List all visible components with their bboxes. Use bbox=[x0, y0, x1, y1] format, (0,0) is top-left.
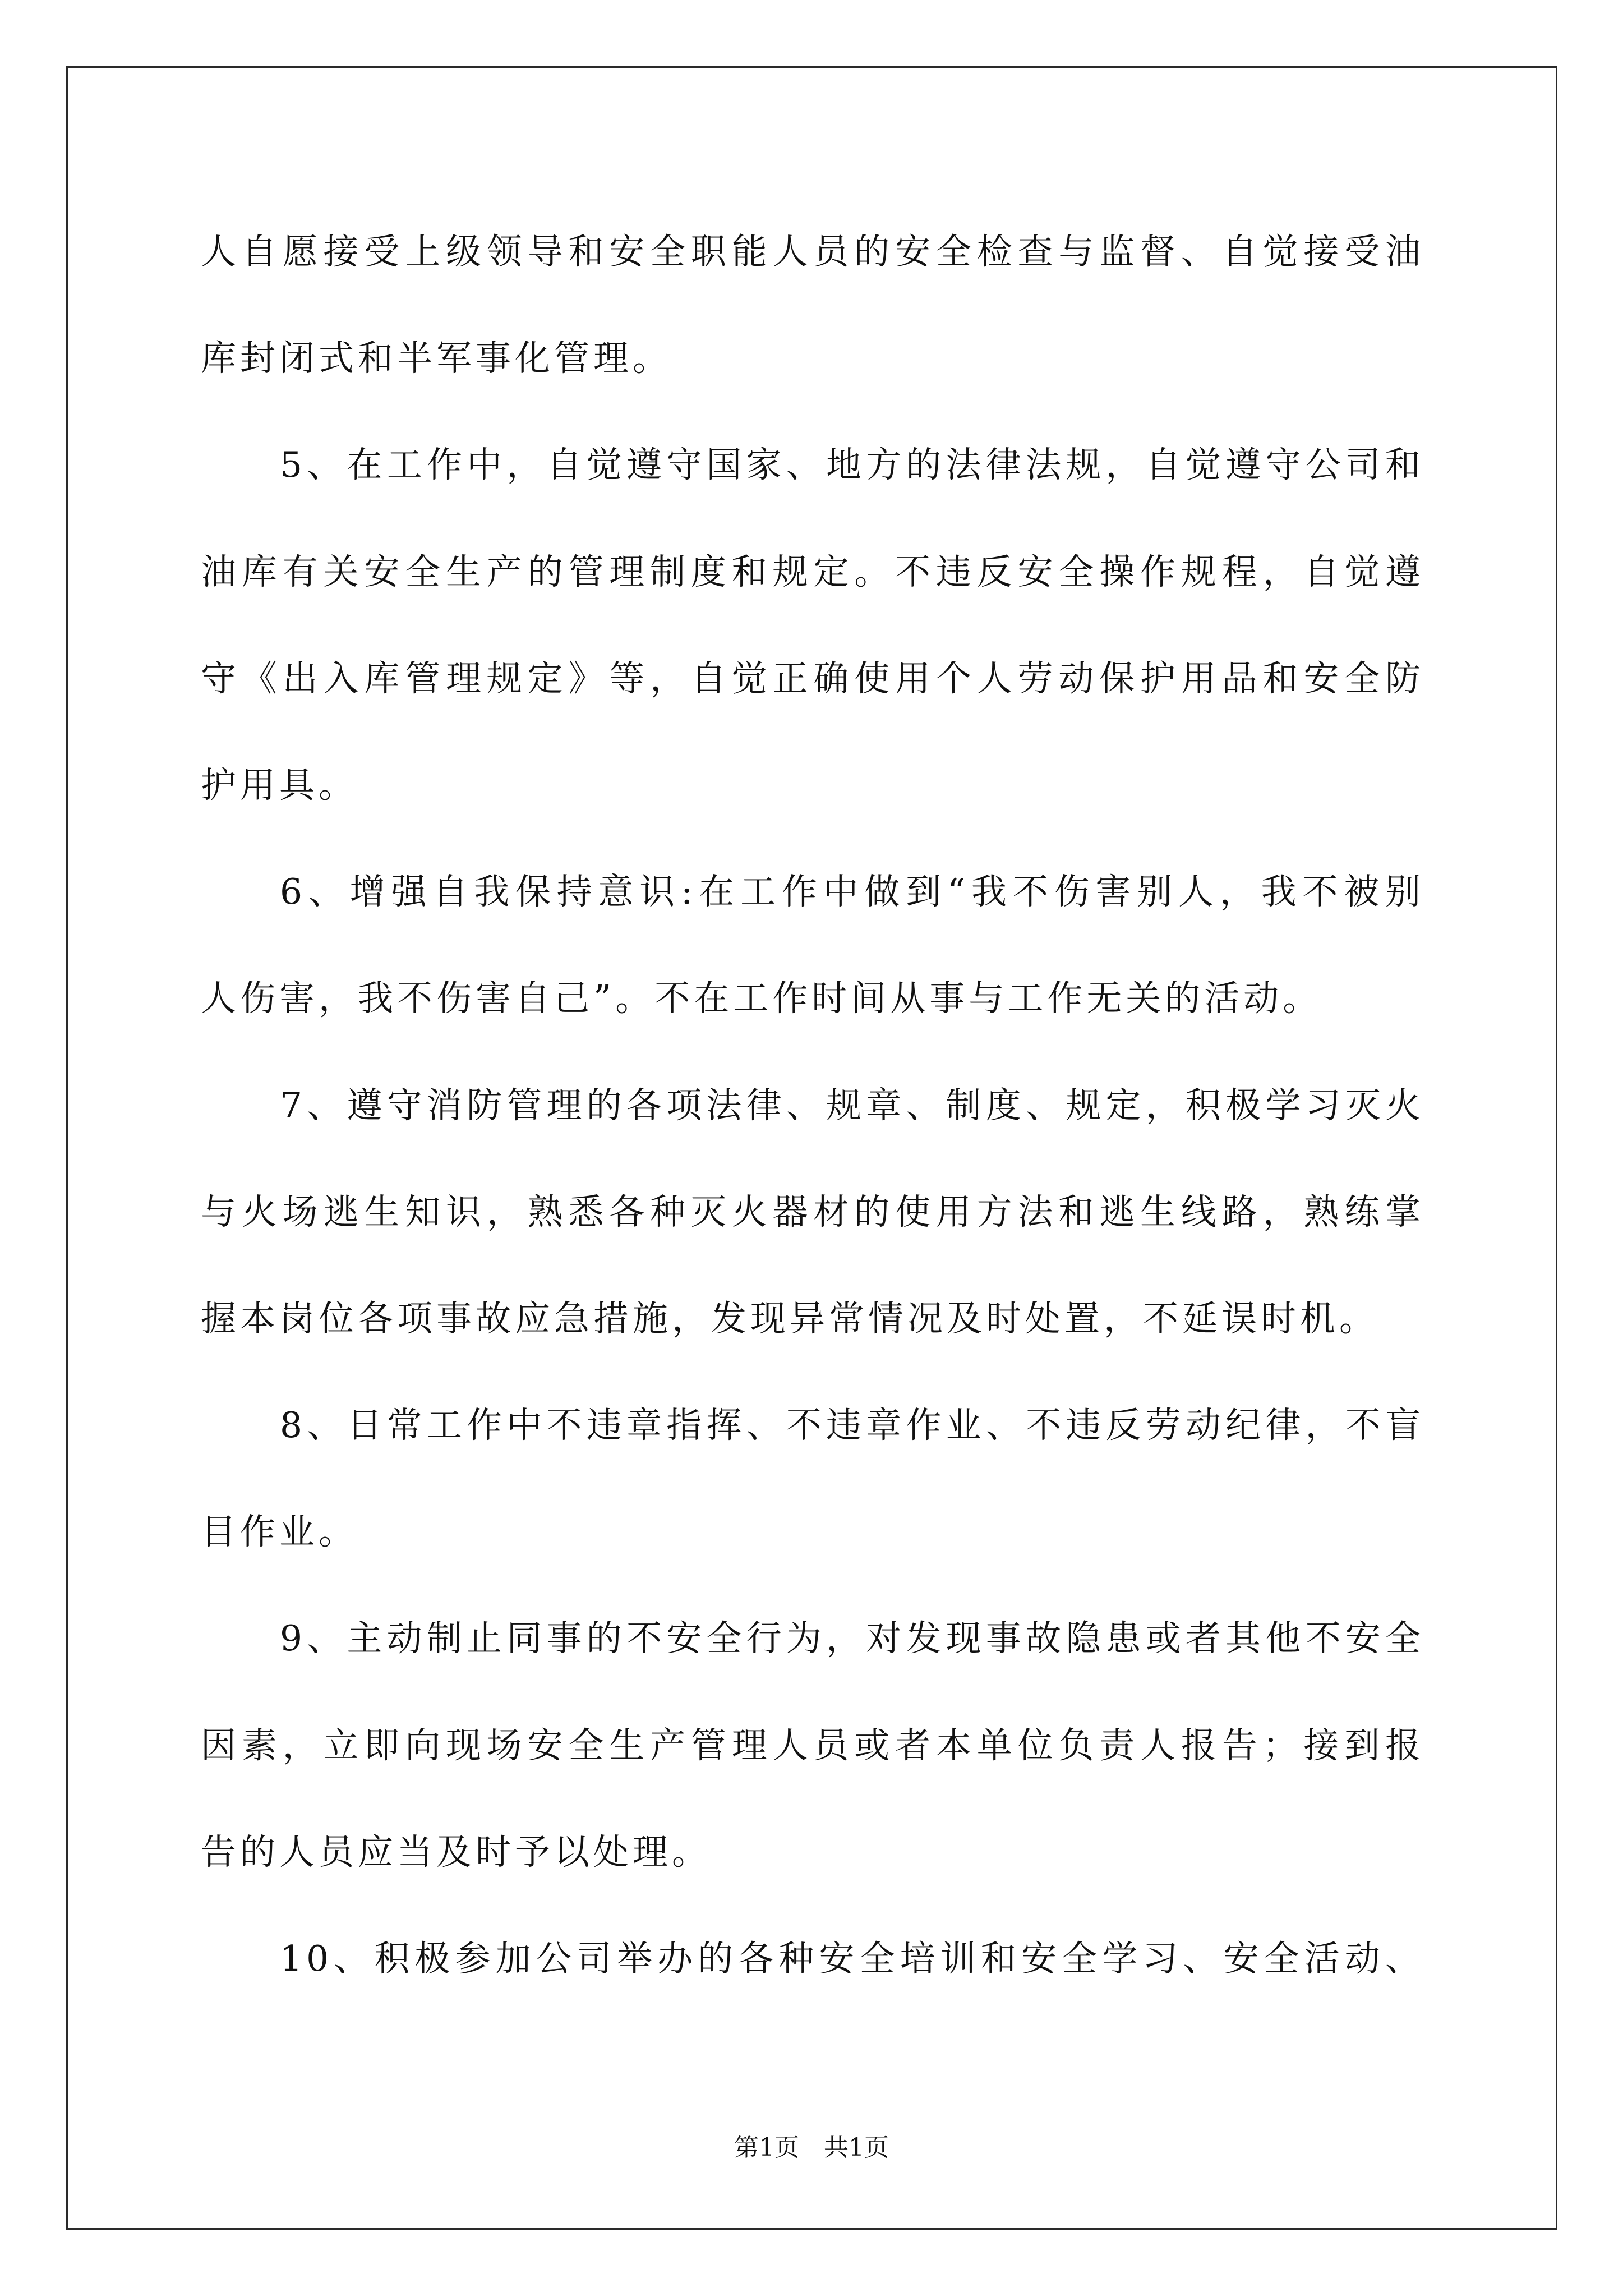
document-body bbox=[201, 199, 1424, 2012]
text-line: 9、主动制止同事的不安全行为，对发现事故隐患或者其他不安全 bbox=[280, 1618, 1424, 1659]
text-line: 握本岗位各项事故应急措施，发现异常情况及时处置，不延误时机。 bbox=[201, 1297, 1378, 1339]
text-line: 7、遵守消防管理的各项法律、规章、制度、规定，积极学习灭火 bbox=[280, 1084, 1424, 1126]
page-footer: 第1页 共1页 bbox=[734, 2133, 889, 2162]
text-line: 因素，立即向现场安全生产管理人员或者本单位负责人报告；接到报 bbox=[201, 1724, 1424, 1766]
paragraph bbox=[201, 1372, 1424, 1585]
text-line: 8、日常工作中不违章指挥、不违章作业、不违反劳动纪律，不盲 bbox=[280, 1405, 1424, 1446]
paragraph bbox=[201, 1585, 1424, 1906]
paragraph bbox=[201, 412, 1424, 839]
text-line: 守《出入库管理规定》等，自觉正确使用个人劳动保护用品和安全防 bbox=[201, 657, 1424, 699]
paragraph bbox=[201, 1052, 1424, 1373]
text-line: 目作业。 bbox=[201, 1511, 358, 1553]
text-line: 6、增强自我保持意识:在工作中做到“我不伤害别人，我不被别 bbox=[280, 871, 1424, 913]
text-line: 5、在工作中，自觉遵守国家、地方的法律法规，自觉遵守公司和 bbox=[280, 444, 1424, 486]
text-line: 与火场逃生知识，熟悉各种灭火器材的使用方法和逃生线路，熟练掌 bbox=[201, 1191, 1424, 1232]
text-line: 人伤害，我不伤害自己”。不在工作时间从事与工作无关的活动。 bbox=[201, 978, 1322, 1019]
text-line: 告的人员应当及时予以处理。 bbox=[201, 1831, 711, 1872]
text-line: 人自愿接受上级领导和安全职能人员的安全检查与监督、自觉接受油 bbox=[201, 231, 1424, 272]
paragraph bbox=[201, 1906, 1424, 2012]
text-line: 护用具。 bbox=[201, 764, 358, 806]
text-line: 油库有关安全生产的管理制度和规定。不违反安全操作规程，自觉遵 bbox=[201, 551, 1424, 592]
paragraph bbox=[201, 199, 1424, 412]
text-line: 10、积极参加公司举办的各种安全培训和安全学习、安全活动、 bbox=[280, 1938, 1424, 1979]
text-line: 库封闭式和半军事化管理。 bbox=[201, 338, 672, 379]
paragraph bbox=[201, 839, 1424, 1052]
